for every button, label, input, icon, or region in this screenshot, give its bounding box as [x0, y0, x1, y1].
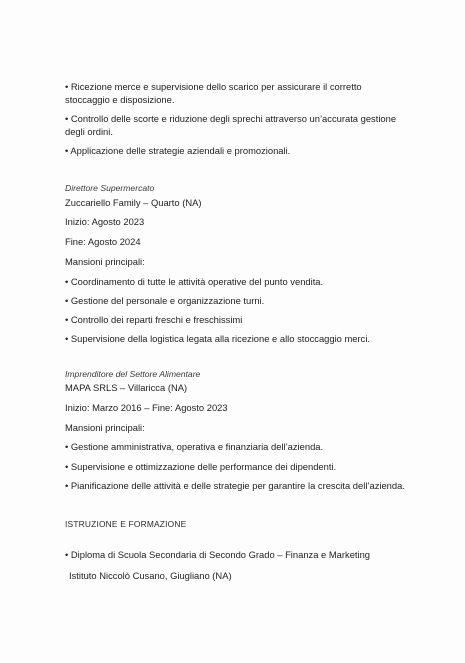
job2-duties-label: Mansioni principali:	[65, 422, 145, 433]
job1-duty-item: • Gestione del personale e organizzazione turni.	[65, 295, 265, 306]
education-school: Istituto Niccolò Cusano, Giugliano (NA)	[69, 570, 232, 581]
job1-duty-item: • Coordinamento di tutte le attività operative del punto vendita.	[65, 276, 324, 287]
job1-start: Inizio: Agosto 2023	[65, 216, 145, 227]
job1-duty-item: • Supervisione della logistica legata alla ricezione e allo stoccaggio merci.	[65, 333, 371, 344]
intro-bullet-reception: • Ricezione merce e supervisione dello scarico per assicurare il corretto stoccaggio e disposizione.	[65, 81, 362, 105]
job2-duty-item: • Gestione amministrativa, operativa e finanziaria dell’azienda.	[65, 441, 324, 452]
education-degree: • Diploma di Scuola Secondaria di Secondo Grado – Finanza e Marketing	[65, 549, 371, 560]
job2-period: Inizio: Marzo 2016 – Fine: Agosto 2023	[65, 402, 228, 413]
job1-duty-item: • Controllo dei reparti freschi e freschissimi	[65, 314, 243, 325]
job1-role: Direttore Supermercato	[65, 183, 155, 193]
job1-end: Fine: Agosto 2024	[65, 236, 141, 247]
intro-bullet-strategies: • Applicazione delle strategie aziendali e promozionali.	[65, 145, 291, 156]
job2-company: MAPA SRLS – Villaricca (NA)	[65, 382, 188, 393]
job2-role: Imprenditore del Settore Alimentare	[65, 369, 201, 379]
job1-company: Zuccariello Family – Quarto (NA)	[65, 197, 202, 208]
education-heading: ISTRUZIONE E FORMAZIONE	[65, 519, 187, 529]
job2-duty-item: • Supervisione e ottimizzazione delle performance dei dipendenti.	[65, 461, 337, 472]
job2-duty-item: • Pianificazione delle attività e delle strategie per garantire la crescita dell’azienda.	[65, 480, 405, 491]
job1-duties-label: Mansioni principali:	[65, 256, 145, 267]
intro-bullet-stock: • Controllo delle scorte e riduzione degli sprechi attraverso un’accurata gestione degli ordini.	[65, 113, 397, 137]
